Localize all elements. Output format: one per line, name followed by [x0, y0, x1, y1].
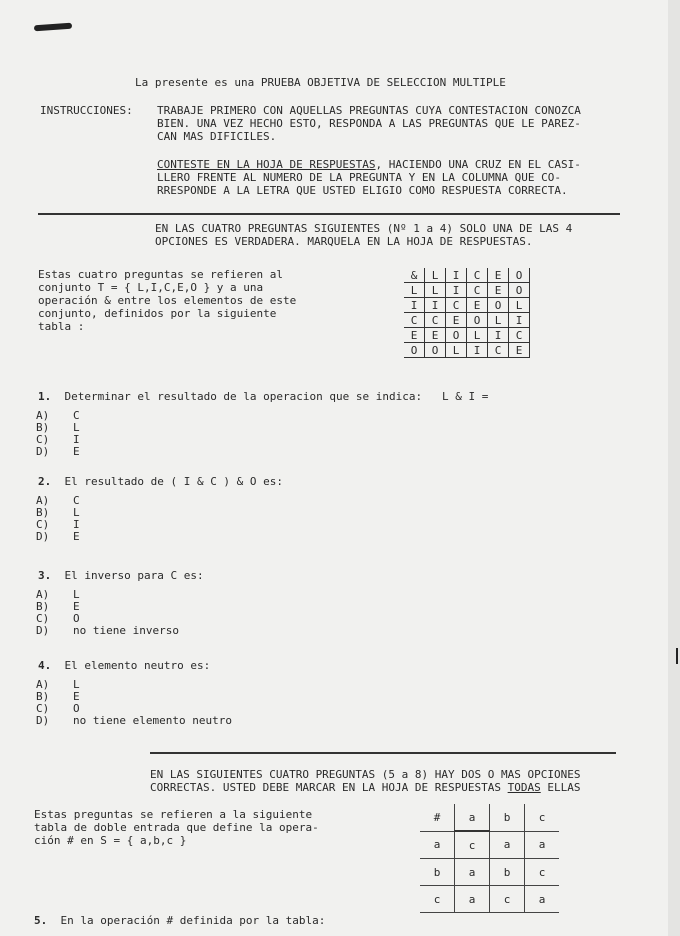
table-T-cell: I	[425, 298, 446, 313]
option-value: E	[73, 530, 80, 543]
instr-line-1: TRABAJE PRIMERO CON AQUELLAS PREGUNTAS CUYA CONTESTACION CONOZCA	[157, 104, 581, 117]
question-2	[38, 475, 283, 488]
instr-p2-line-3: RRESPONDE A LA LETRA QUE USTED ELIGIO COMO RESPUESTA CORRECTA.	[157, 184, 568, 197]
table-T-cell: C	[446, 298, 467, 313]
option-value: I	[73, 433, 80, 446]
header: La presente es una PRUEBA OBJETIVA DE SELECCION MULTIPLE	[135, 76, 506, 89]
instructions-label: INSTRUCCIONES:	[40, 104, 133, 117]
option-letter: C)	[36, 702, 50, 715]
question-3	[38, 569, 204, 582]
option-letter: D)	[36, 530, 50, 543]
section1-intro-1: Estas cuatro preguntas se refieren al	[38, 268, 284, 281]
option-d	[36, 530, 80, 543]
section1-line-2: OPCIONES ES VERDADERA. MARQUELA EN LA HOJA DE RESPUESTAS.	[155, 235, 533, 248]
table-T-cell: I	[509, 313, 530, 328]
edge-tick	[676, 648, 678, 664]
table-T-cell: L	[425, 268, 446, 283]
table-T-cell: O	[488, 298, 509, 313]
section2-intro-3: ción # en S = { a,b,c }	[34, 834, 187, 847]
table-T-cell: O	[467, 313, 488, 328]
table-T-cell: L	[404, 283, 425, 298]
section2-underlined: TODAS	[507, 781, 541, 794]
table-S-cell: c	[525, 859, 560, 886]
table-T-row	[404, 268, 530, 283]
table-S-cell: b	[420, 859, 455, 886]
option-value: I	[73, 518, 80, 531]
question-number: 1.	[38, 390, 52, 403]
question-5-text: En la operación # definida por la tabla:	[60, 914, 326, 927]
table-S-cell: a	[525, 831, 560, 859]
table-S-row	[420, 886, 559, 913]
table-S-cell: a	[455, 859, 490, 886]
table-S-cell: a	[525, 886, 560, 913]
corner-mark	[34, 23, 72, 32]
option-letter: B)	[36, 421, 50, 434]
option-value: C	[73, 494, 80, 507]
option-d	[36, 445, 80, 458]
divider-2	[150, 752, 616, 754]
table-S-cell: a	[455, 886, 490, 913]
table-S-cell: a	[490, 831, 525, 859]
option-value: L	[73, 678, 80, 691]
instr-line-3: CAN MAS DIFICILES.	[157, 130, 277, 143]
table-T-cell: L	[467, 328, 488, 343]
table-S-cell: a	[420, 831, 455, 859]
section2-intro-2: tabla de doble entrada que define la opera-	[34, 821, 319, 834]
table-T-cell: E	[509, 343, 530, 358]
table-T-cell: O	[425, 343, 446, 358]
table-S-cell: c	[455, 831, 490, 859]
table-T-cell: I	[404, 298, 425, 313]
table-T-cell: O	[446, 328, 467, 343]
section1-intro-3: operación & entre los elementos de este	[38, 294, 297, 307]
table-T-cell: I	[467, 343, 488, 358]
option-value: O	[73, 702, 80, 715]
question-number: 4.	[38, 659, 52, 672]
table-T-row	[404, 328, 530, 343]
table-T-row	[404, 298, 530, 313]
option-letter: B)	[36, 506, 50, 519]
instr-line-2: BIEN. UNA VEZ HECHO ESTO, RESPONDA A LAS PREGUNTAS QUE LE PAREZ-	[157, 117, 581, 130]
option-letter: D)	[36, 624, 50, 637]
table-T-cell: O	[509, 268, 530, 283]
table-T-cell: C	[425, 313, 446, 328]
option-value: E	[73, 600, 80, 613]
table-T-cell: O	[404, 343, 425, 358]
table-T-cell: L	[509, 298, 530, 313]
question-text: El inverso para C es:	[51, 569, 204, 582]
instr-p2-line-1	[157, 158, 581, 171]
question-number: 2.	[38, 475, 52, 488]
table-T-cell: I	[446, 268, 467, 283]
option-letter: A)	[36, 494, 50, 507]
table-S-cell: b	[490, 804, 525, 831]
option-letter: B)	[36, 600, 50, 613]
option-letter: A)	[36, 588, 50, 601]
section1-intro-4: conjunto, definidos por la siguiente	[38, 307, 277, 320]
question-1	[38, 390, 488, 403]
table-T-cell: &	[404, 268, 425, 283]
option-value: L	[73, 506, 80, 519]
option-letter: D)	[36, 714, 50, 727]
option-letter: A)	[36, 678, 50, 691]
option-value: E	[73, 445, 80, 458]
option-letter: C)	[36, 433, 50, 446]
option-letter: A)	[36, 409, 50, 422]
table-S-cell: a	[455, 804, 490, 831]
table-T-cell: I	[488, 328, 509, 343]
section2-intro-1: Estas preguntas se refieren a la siguiente	[34, 808, 313, 821]
table-T-cell: E	[488, 268, 509, 283]
table-T-cell: L	[425, 283, 446, 298]
divider-1	[38, 213, 620, 215]
option-letter: D)	[36, 445, 50, 458]
section1-line-1: EN LAS CUATRO PREGUNTAS SIGUIENTES (Nº 1 a 4) SOLO UNA DE LAS 4	[155, 222, 573, 235]
option-value: C	[73, 409, 80, 422]
table-T-cell: C	[488, 343, 509, 358]
option-d	[36, 714, 232, 727]
table-S-cell: c	[420, 886, 455, 913]
table-T-cell: C	[467, 283, 488, 298]
instr-underlined: CONTESTE EN LA HOJA DE RESPUESTAS	[157, 158, 376, 171]
option-value: L	[73, 588, 80, 601]
table-S-row	[420, 859, 559, 886]
question-5-number: 5.	[34, 914, 48, 927]
instr-p2-rest: , HACIENDO UNA CRUZ EN EL CASI-	[375, 158, 581, 171]
table-T-cell: E	[488, 283, 509, 298]
section1-intro-2: conjunto T = { L,I,C,E,O } y a una	[38, 281, 264, 294]
section1-intro-5: tabla :	[38, 320, 85, 333]
table-T-cell: L	[446, 343, 467, 358]
option-d	[36, 624, 179, 637]
table-T-cell: E	[446, 313, 467, 328]
table-T-cell: E	[404, 328, 425, 343]
page-edge	[668, 0, 680, 936]
section2-line-2-text: CORRECTAS. USTED DEBE MARCAR EN LA HOJA DE RESPUESTAS	[150, 781, 508, 794]
table-S-cell: #	[420, 804, 455, 831]
instr-p2-line-2: LLERO FRENTE AL NUMERO DE LA PREGUNTA Y EN LA COLUMNA QUE CO-	[157, 171, 561, 184]
operation-table-T	[404, 268, 530, 358]
question-expression: L & I =	[422, 390, 489, 403]
table-T-row	[404, 313, 530, 328]
section2-tail: ELLAS	[540, 781, 581, 794]
table-T-row	[404, 283, 530, 298]
table-T-cell: L	[488, 313, 509, 328]
option-value: no tiene inverso	[73, 624, 179, 637]
option-letter: B)	[36, 690, 50, 703]
option-value: L	[73, 421, 80, 434]
option-letter: C)	[36, 612, 50, 625]
option-letter: C)	[36, 518, 50, 531]
table-T-cell: C	[509, 328, 530, 343]
question-5	[34, 914, 325, 927]
section2-line-1: EN LAS SIGUIENTES CUATRO PREGUNTAS (5 a 8) HAY DOS O MAS OPCIONES	[150, 768, 581, 781]
table-T-cell: E	[425, 328, 446, 343]
table-T-cell: C	[467, 268, 488, 283]
table-S-cell: c	[525, 804, 560, 831]
option-value: O	[73, 612, 80, 625]
table-T-cell: C	[404, 313, 425, 328]
table-T-cell: E	[467, 298, 488, 313]
option-value: E	[73, 690, 80, 703]
table-T-row	[404, 343, 530, 358]
table-S-row	[420, 804, 559, 831]
question-text: El elemento neutro es:	[51, 659, 211, 672]
table-S-cell: b	[490, 859, 525, 886]
section2-line-2	[150, 781, 581, 794]
table-T-cell: I	[446, 283, 467, 298]
question-4	[38, 659, 210, 672]
question-number: 3.	[38, 569, 52, 582]
table-S-cell: c	[490, 886, 525, 913]
question-text: El resultado de ( I & C ) & O es:	[51, 475, 284, 488]
option-value: no tiene elemento neutro	[73, 714, 232, 727]
question-text: Determinar el resultado de la operacion que se indica:	[51, 390, 423, 403]
table-T-cell: O	[509, 283, 530, 298]
table-S-row	[420, 831, 559, 859]
operation-table-S	[420, 804, 559, 913]
